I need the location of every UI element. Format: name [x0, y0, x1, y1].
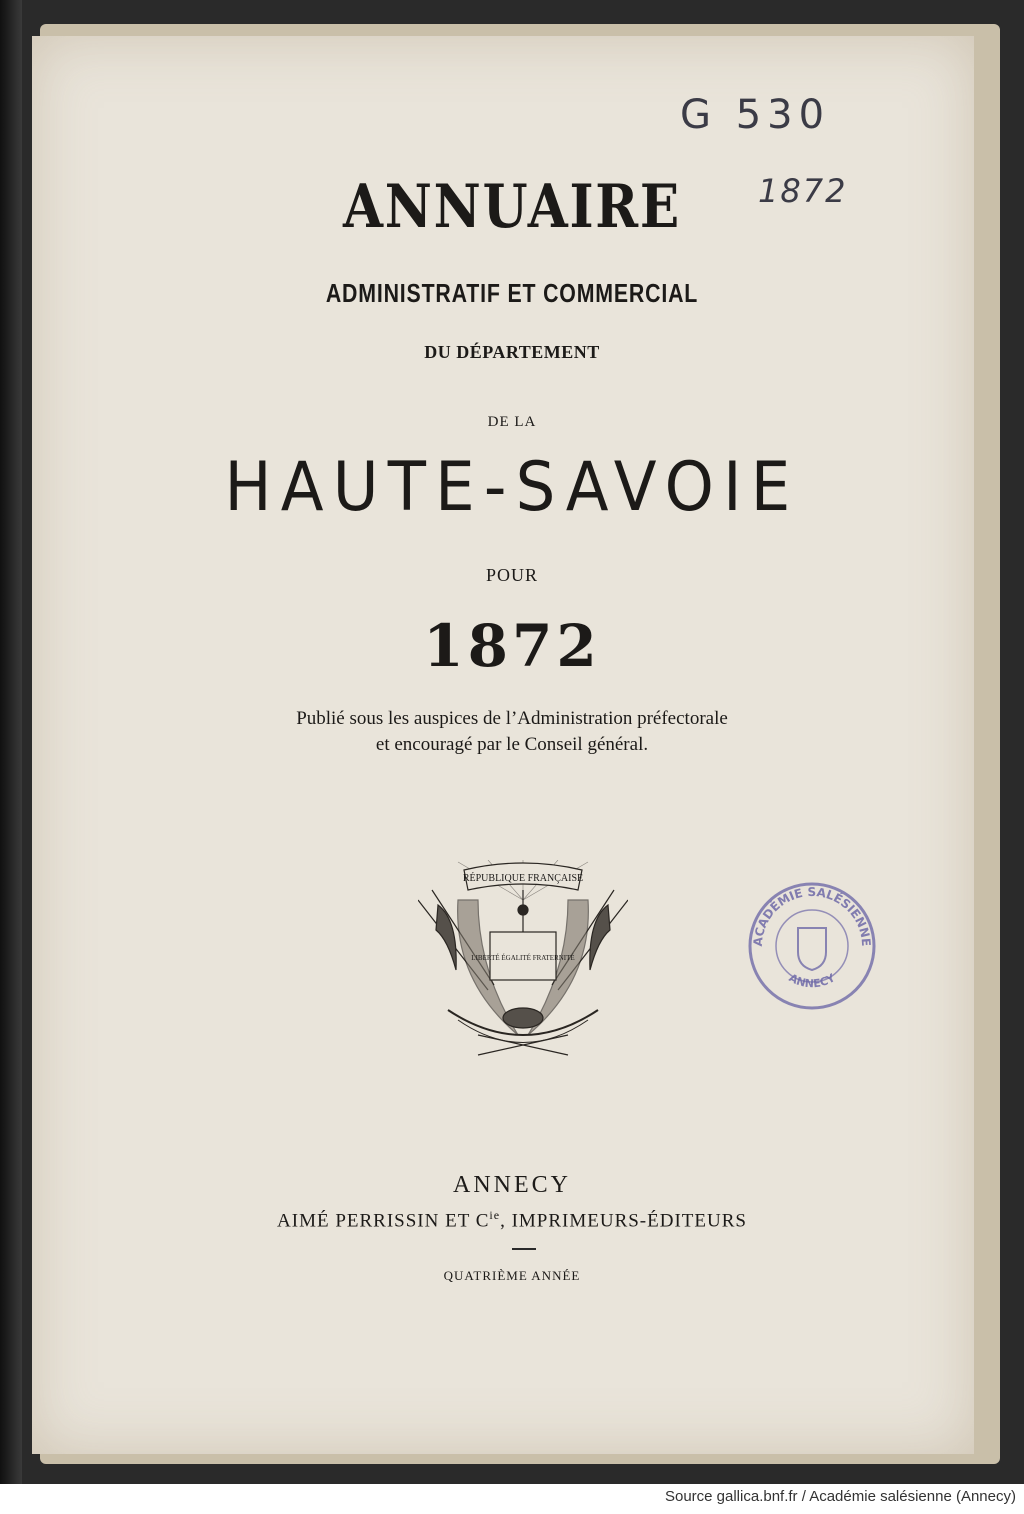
handwritten-year: 1872: [758, 172, 848, 210]
de-la-line: DE LA: [487, 414, 537, 430]
republic-emblem-engraving: [418, 860, 628, 1060]
stamp-text-top: ACADÉMIE SALÉSIENNE: [750, 885, 874, 947]
emblem-motto-text: LIBERTÉ ÉGALITÉ FRATERNITÉ: [471, 954, 575, 962]
printer-name: AIMÉ PERRISSIN ET C: [277, 1210, 490, 1232]
svg-text:ANNECY: [787, 971, 839, 991]
region-name: HAUTE-SAVOIE: [224, 448, 800, 527]
publication-city: ANNECY: [453, 1172, 571, 1198]
book-subtitle: ADMINISTRATIF ET COMMERCIAL: [325, 278, 699, 308]
printer-line: [0, 1208, 1024, 1232]
printer-sup: ie: [489, 1208, 501, 1222]
publication-note-line-1: Publié sous les auspices de l’Administration préfectorale: [296, 708, 728, 729]
svg-text:ACADÉMIE SALÉSIENNE: [751, 885, 873, 947]
source-credit: Source gallica.bnf.fr / Académie salésienne (Annecy): [664, 1488, 1016, 1505]
edition-line: QUATRIÈME ANNÉE: [443, 1268, 581, 1283]
library-stamp: [742, 876, 882, 1016]
publication-year: 1872: [423, 612, 601, 680]
printer-role: , IMPRIMEURS-ÉDITEURS: [500, 1210, 747, 1232]
separator-dash: [512, 1248, 536, 1250]
department-line: DU DÉPARTEMENT: [424, 342, 600, 362]
publication-note: [0, 706, 1024, 758]
book-title: ANNUAIRE: [343, 172, 681, 242]
publication-note-line-2: et encouragé par le Conseil général.: [375, 734, 649, 755]
pour-line: POUR: [485, 565, 538, 585]
handwritten-call-number: G 530: [680, 92, 831, 138]
stamp-text-bottom: ANNECY: [786, 971, 838, 991]
emblem-banner-text: RÉPUBLIQUE FRANÇAISE: [462, 873, 584, 884]
